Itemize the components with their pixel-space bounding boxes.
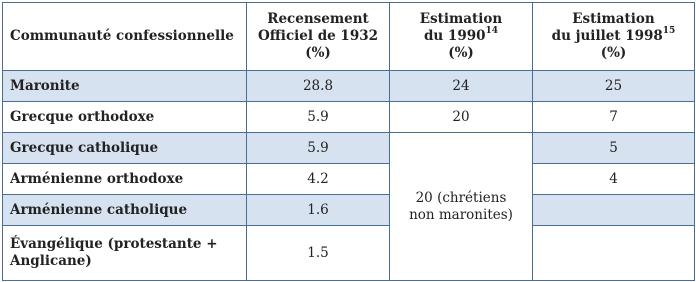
cell-census-1932: 1.6 bbox=[247, 195, 390, 226]
cell-census-1932: 5.9 bbox=[247, 133, 390, 164]
cell-estimation-1998: 25 bbox=[533, 71, 695, 102]
header-census-1932: Recensement Officiel de 1932 (%) bbox=[247, 3, 390, 71]
cell-estimation-1998: 5 bbox=[533, 133, 695, 164]
row-label-maronite: Maronite bbox=[3, 71, 247, 102]
footnote-ref-15: 15 bbox=[662, 26, 676, 36]
row-label-armenienne-catholique: Arménienne catholique bbox=[3, 195, 247, 226]
cell-census-1932: 5.9 bbox=[247, 102, 390, 133]
cell-estimation-1998 bbox=[533, 195, 695, 226]
row-label-evangelique: Évangélique (protestante + Anglicane) bbox=[3, 226, 247, 281]
cell-estimation-1998: 4 bbox=[533, 164, 695, 195]
table-row bbox=[3, 133, 695, 164]
row-label-grecque-orthodoxe: Grecque orthodoxe bbox=[3, 102, 247, 133]
cell-estimation-1990: 24 bbox=[390, 71, 533, 102]
header-community: Communauté confessionnelle bbox=[3, 3, 247, 71]
row-label-grecque-catholique: Grecque catholique bbox=[3, 133, 247, 164]
cell-estimation-1998 bbox=[533, 226, 695, 281]
header-estimation-1998: Estimation du juillet 1998$^{15}$ (%) bbox=[533, 3, 695, 71]
table-row bbox=[3, 102, 695, 133]
cell-estimation-1998: 7 bbox=[533, 102, 695, 133]
table-row bbox=[3, 226, 695, 281]
table-header-row bbox=[3, 3, 695, 71]
table-row bbox=[3, 164, 695, 195]
cell-estimation-1990-merged: 20 (chrétiens non maronites) bbox=[390, 133, 533, 281]
cell-estimation-1990: 20 bbox=[390, 102, 533, 133]
cell-census-1932: 1.5 bbox=[247, 226, 390, 281]
cell-census-1932: 28.8 bbox=[247, 71, 390, 102]
row-label-armenienne-orthodoxe: Arménienne orthodoxe bbox=[3, 164, 247, 195]
header-estimation-1990: Estimation du 1990$^{14}$ (%) bbox=[390, 3, 533, 71]
table-row bbox=[3, 71, 695, 102]
footnote-ref-14: 14 bbox=[485, 26, 499, 36]
religious-communities-table bbox=[2, 2, 695, 281]
table-row bbox=[3, 195, 695, 226]
cell-census-1932: 4.2 bbox=[247, 164, 390, 195]
